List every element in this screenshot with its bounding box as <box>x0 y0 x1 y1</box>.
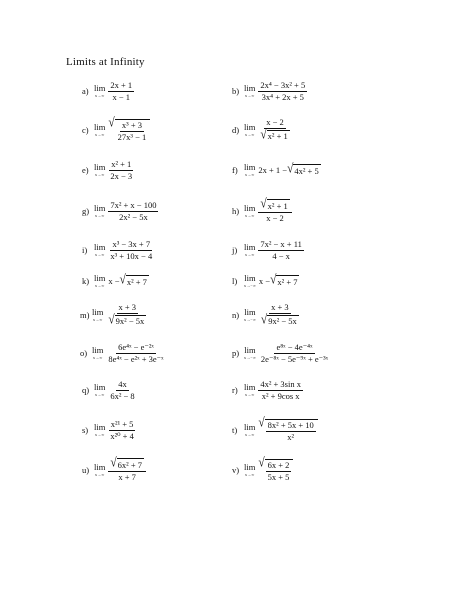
problem-label: u) <box>82 465 90 475</box>
radical-sign: √ <box>260 128 267 143</box>
problem-label: j) <box>232 245 238 255</box>
problem-i <box>82 235 154 265</box>
radical-sign: √ <box>287 161 294 176</box>
numerator: x + 3 <box>271 302 289 313</box>
fraction <box>258 81 307 102</box>
radical <box>258 455 293 482</box>
limit-operator <box>94 274 105 288</box>
limit-operator <box>92 308 103 322</box>
problem-g <box>82 196 158 226</box>
problem-v <box>232 455 293 485</box>
numerator <box>108 458 146 471</box>
limit-operator <box>92 346 103 360</box>
problem-a <box>82 76 134 106</box>
problem-c <box>82 115 150 145</box>
lim-word: lim <box>94 273 106 284</box>
lim-subscript: x→∞ <box>94 282 105 288</box>
lim-word: lim <box>244 273 256 284</box>
problem-label: b) <box>232 86 240 96</box>
radical <box>260 130 289 141</box>
radical-sign: √ <box>260 313 268 328</box>
radical <box>258 415 317 442</box>
problem-e <box>82 155 134 185</box>
problem-label: v) <box>232 465 240 475</box>
problem-k <box>82 266 149 296</box>
lim-subscript: x→∞ <box>94 171 105 177</box>
numerator: 6x + 2 <box>267 459 290 470</box>
fraction <box>108 201 158 222</box>
problem-label: a) <box>82 86 89 96</box>
radical <box>261 315 299 326</box>
radicand: 9x² − 5x <box>115 316 145 327</box>
radical-sign: √ <box>260 197 267 212</box>
fraction <box>106 343 165 364</box>
fraction <box>259 343 330 364</box>
denominator: 2x − 3 <box>110 170 133 181</box>
fraction <box>258 240 304 261</box>
radicand: x² + 1 <box>267 131 288 142</box>
problem-u <box>82 455 146 485</box>
problem-label: r) <box>232 385 238 395</box>
limit-operator <box>244 204 255 218</box>
radicand: x² + 7 <box>277 277 298 287</box>
lim-word: lim <box>244 122 256 133</box>
numerator: 6e⁴ˣ − e⁻²ˣ <box>118 341 154 352</box>
lim-subscript: x→∞ <box>244 471 255 477</box>
denominator <box>258 129 291 141</box>
lim-subscript: x→∞ <box>94 251 105 257</box>
denominator: x² + 9cos x <box>261 390 300 401</box>
numerator: x + 3 <box>118 302 137 313</box>
problem-label: k) <box>82 276 90 286</box>
problem-label: q) <box>82 385 90 395</box>
lim-subscript: x→∞ <box>244 92 255 98</box>
numerator: 2x + 1 <box>110 79 133 90</box>
numerator: 4x <box>118 378 127 389</box>
radical <box>287 161 321 176</box>
problem-j <box>232 235 304 265</box>
lim-subscript: x→∞ <box>94 471 105 477</box>
denominator: 8e⁴ˣ − e²ˣ + 3e⁻ˣ <box>108 353 164 364</box>
numerator: x²¹ + 5 <box>110 418 134 429</box>
problem-label: h) <box>232 206 240 216</box>
fraction <box>258 118 291 141</box>
problem-label: m) <box>80 310 90 320</box>
denominator: x − 1 <box>112 91 131 102</box>
denominator: x − 2 <box>266 212 284 223</box>
numerator: x³ − 3x + 7 <box>112 238 151 249</box>
problem-p <box>232 338 330 368</box>
lim-word: lim <box>244 162 256 173</box>
radical <box>108 315 146 326</box>
limit-operator <box>244 423 255 437</box>
limit-operator <box>94 163 105 177</box>
denominator: 5x + 5 <box>267 471 290 482</box>
denominator: x² <box>287 431 295 442</box>
denominator: x²⁰ + 4 <box>110 430 134 441</box>
problem-label: f) <box>232 165 238 175</box>
problem-label: e) <box>82 165 89 175</box>
radical <box>108 115 150 142</box>
radicand <box>115 119 151 142</box>
lim-word: lim <box>94 162 106 173</box>
lim-subscript: x→−∞ <box>244 354 256 360</box>
fraction <box>259 303 301 326</box>
denominator: x + 7 <box>118 471 136 482</box>
problem-h <box>232 196 292 226</box>
problem-label: l) <box>232 276 238 286</box>
denominator: 4 − x <box>272 250 290 261</box>
problem-l <box>232 266 299 296</box>
numerator: 7x² − x + 11 <box>260 238 302 249</box>
lim-subscript: x→∞ <box>244 431 255 437</box>
lim-subscript: x→∞ <box>92 354 103 360</box>
page-title: Limits at Infinity <box>66 56 145 68</box>
problem-label: n) <box>232 310 240 320</box>
lim-subscript: x→∞ <box>244 171 255 177</box>
limit-operator <box>244 123 255 137</box>
lim-word: lim <box>94 83 106 94</box>
limit-operator <box>94 84 105 98</box>
lim-subscript: x→∞ <box>244 131 255 137</box>
limit-operator <box>94 463 105 477</box>
denominator: x³ + 10x − 4 <box>110 250 153 261</box>
radical <box>110 458 144 469</box>
lim-subscript: x→∞ <box>94 92 105 98</box>
limit-operator <box>244 463 255 477</box>
fraction <box>258 380 303 401</box>
lim-word: lim <box>94 382 106 393</box>
lim-word: lim <box>244 422 256 433</box>
limit-operator <box>244 84 255 98</box>
problem-f <box>232 155 321 185</box>
numerator: 8x² + 5x + 10 <box>267 419 314 430</box>
problem-r <box>232 375 303 405</box>
limit-operator <box>94 123 105 137</box>
limit-operator <box>94 423 105 437</box>
denominator: 3x⁴ + 2x + 5 <box>261 91 304 102</box>
lim-subscript: x→∞ <box>94 131 105 137</box>
limit-operator <box>244 163 255 177</box>
numerator: 2x⁴ − 3x² + 5 <box>260 79 306 90</box>
lim-subscript: x→∞ <box>94 391 105 397</box>
denominator <box>106 314 148 326</box>
fraction <box>266 461 292 482</box>
problem-o <box>80 338 166 368</box>
problem-label: c) <box>82 125 89 135</box>
radical <box>270 272 299 287</box>
lim-subscript: x→−∞ <box>244 282 256 288</box>
lim-subscript: x→∞ <box>244 212 255 218</box>
fraction <box>108 380 136 401</box>
problem-label: o) <box>80 348 88 358</box>
limit-operator <box>244 346 256 360</box>
lim-word: lim <box>94 122 106 133</box>
problem-s <box>82 415 136 445</box>
radicand: 6x² + 7 <box>117 459 142 470</box>
lim-word: lim <box>94 422 106 433</box>
fraction <box>108 240 154 261</box>
expression-prefix: x − <box>108 276 120 286</box>
limit-operator <box>244 274 256 288</box>
numerator: x³ + 3 <box>121 119 142 130</box>
radicand: 4x² + 5 <box>294 166 319 176</box>
lim-subscript: x→∞ <box>92 316 103 322</box>
lim-word: lim <box>244 345 256 356</box>
lim-subscript: x→−∞ <box>244 316 256 322</box>
radical <box>119 272 149 287</box>
radicand: x² + 7 <box>126 277 147 287</box>
denominator: 2e⁻⁸ˣ − 5e⁻⁹ˣ + e⁻³ˣ <box>260 353 329 364</box>
radical <box>260 199 289 210</box>
problem-label: g) <box>82 206 90 216</box>
fraction <box>266 421 316 442</box>
fraction <box>116 121 149 142</box>
lim-subscript: x→∞ <box>244 251 255 257</box>
lim-subscript: x→∞ <box>94 212 105 218</box>
problem-d <box>232 115 292 145</box>
numerator: 4x² + 3sin x <box>260 378 301 389</box>
radical-sign: √ <box>119 272 126 287</box>
problem-label: p) <box>232 348 240 358</box>
lim-word: lim <box>94 242 106 253</box>
numerator <box>258 199 291 212</box>
expression-prefix: 2x + 1 − <box>258 165 288 175</box>
lim-word: lim <box>244 382 256 393</box>
problem-label: s) <box>82 425 89 435</box>
limit-operator <box>244 383 255 397</box>
fraction <box>108 458 146 481</box>
denominator: 27x³ − 1 <box>117 131 147 142</box>
numerator: 7x² + x − 100 <box>110 199 157 210</box>
limit-operator <box>94 204 105 218</box>
fraction <box>108 420 136 441</box>
radical-sign: √ <box>110 456 117 471</box>
lim-subscript: x→∞ <box>94 431 105 437</box>
denominator <box>259 314 301 326</box>
lim-word: lim <box>92 307 104 318</box>
lim-subscript: x→∞ <box>244 391 255 397</box>
limit-operator <box>94 383 105 397</box>
radical-sign: √ <box>258 455 265 470</box>
radical-sign: √ <box>258 415 265 430</box>
problem-q <box>82 375 137 405</box>
problem-label: d) <box>232 125 240 135</box>
problem-label: t) <box>232 425 238 435</box>
radical-sign: √ <box>270 272 277 287</box>
limit-operator <box>244 308 256 322</box>
fraction <box>108 81 134 102</box>
lim-word: lim <box>244 83 256 94</box>
lim-word: lim <box>94 462 106 473</box>
problem-b <box>232 76 307 106</box>
lim-word: lim <box>244 203 256 214</box>
limit-operator <box>94 243 105 257</box>
numerator: e⁸ˣ − 4e⁻⁴ˣ <box>276 341 313 352</box>
lim-word: lim <box>92 345 104 356</box>
radicand <box>265 459 294 482</box>
denominator: 6x² − 8 <box>110 390 135 401</box>
lim-word: lim <box>244 462 256 473</box>
lim-word: lim <box>94 203 106 214</box>
lim-word: lim <box>244 307 256 318</box>
radicand: 9x² − 5x <box>268 316 297 327</box>
radicand <box>265 419 318 442</box>
radicand: x² + 1 <box>267 200 288 211</box>
numerator: x² + 1 <box>111 158 132 169</box>
fraction <box>258 199 291 222</box>
lim-word: lim <box>244 242 256 253</box>
radical-sign: √ <box>108 313 115 328</box>
limit-operator <box>244 243 255 257</box>
problem-n <box>232 300 301 330</box>
fraction <box>108 160 134 181</box>
fraction <box>106 303 148 326</box>
expression-prefix: x − <box>258 276 271 286</box>
radical-sign: √ <box>108 115 115 130</box>
problem-m <box>80 300 148 330</box>
problem-t <box>232 415 318 445</box>
denominator: 2x² − 5x <box>119 211 148 222</box>
numerator: x − 2 <box>266 117 284 128</box>
problem-label: i) <box>82 245 88 255</box>
